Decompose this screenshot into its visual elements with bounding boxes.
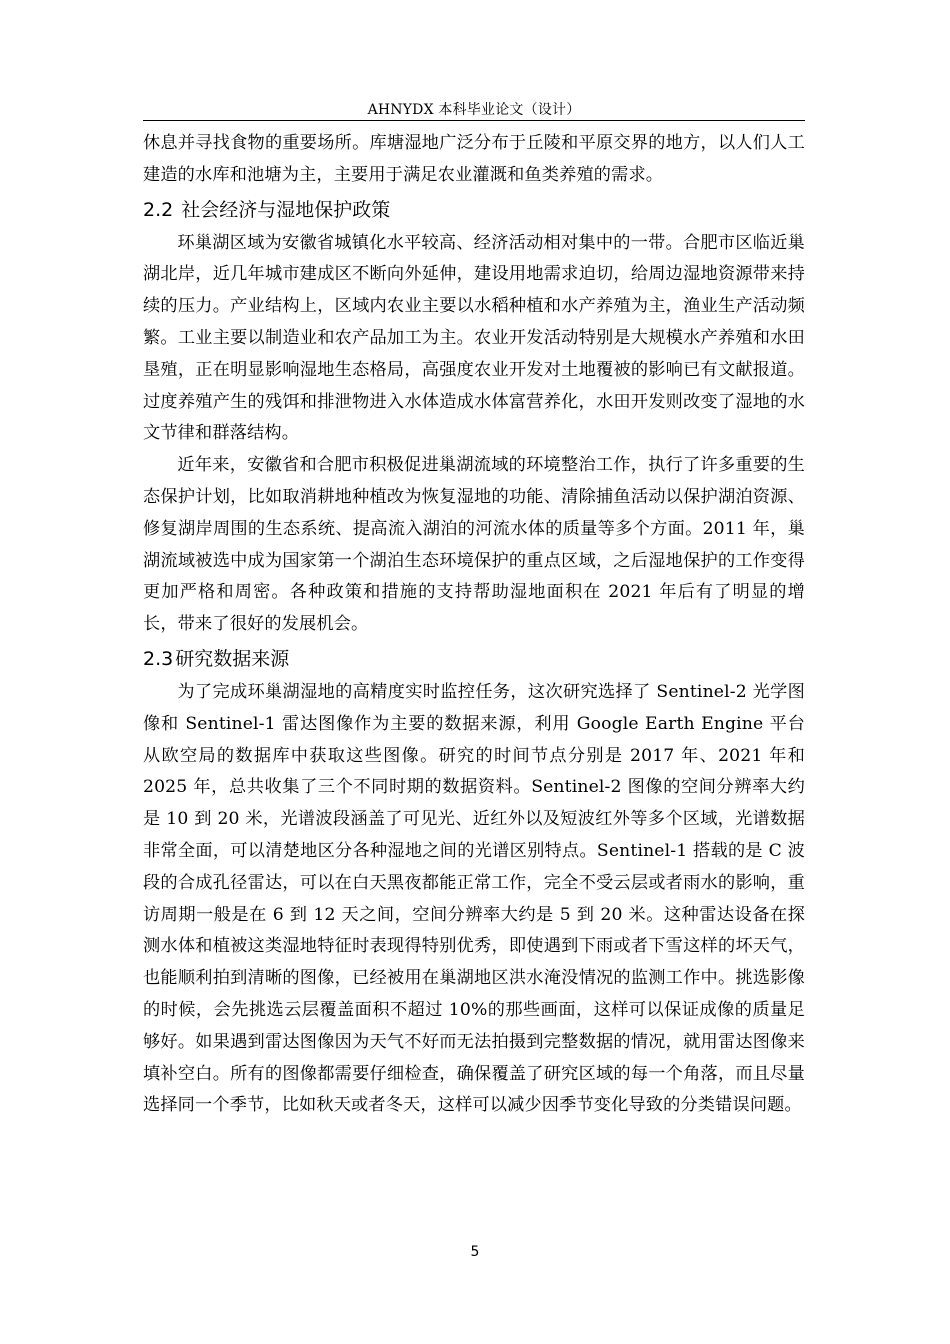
page-body [143, 128, 805, 1122]
paragraph-data-sources: 为了完成环巢湖湿地的高精度实时监控任务，这次研究选择了 Sentinel-2 光学图像和 Sentinel-1 雷达图像作为主要的数据来源，利用 Google Earth Engine 平台从欧空局的数据库中获取这些图像。研究的时间节点分别是 2017 年、2021 年和 2025 年，总共收集了三个不同时期的数据资料。Sentinel-2 图像的空间分辨率大约是 10 到 20 米，光谱波段涵盖了可见光、近红外以及短波红外等多个区域，光谱数据非常全面，可以清楚地区分各种湿地之间的光谱区别特点。Sentinel-1 搭载的是 C 波段的合成孔径雷达，可以在白天黑夜都能正常工作，完全不受云层或者雨水的影响，重访周期一般是在 6 到 12 天之间，空间分辨率大约是 5 到 20 米。这种雷达设备在探测水体和植被这类湿地特征时表现得特别优秀，即使遇到下雨或者下雪这样的坏天气，也能顺利拍到清晰的图像，已经被用在巢湖地区洪水淹没情况的监测工作中。挑选影像的时候，会先挑选云层覆盖面积不超过 10%的那些画面，这样可以保证成像的质量足够好。如果遇到雷达图像因为天气不好而无法拍摄到完整数据的情况，就用雷达图像来填补空白。所有的图像都需要仔细检查，确保覆盖了研究区域的每一个角落，而且尽量选择同一个季节，比如秋天或者冬天，这样可以减少因季节变化导致的分类错误问题。 [143, 681, 805, 1116]
section-number: 2.3 [143, 647, 174, 670]
thesis-header-title: AHNYDX 本科毕业论文（设计） [367, 102, 581, 118]
paragraph-socioeconomic: 环巢湖区域为安徽省城镇化水平较高、经济活动相对集中的一带。合肥市区临近巢湖北岸，近几年城市建成区不断向外延伸，建设用地需求迫切，给周边湿地资源带来持续的压力。产业结构上，区域内农业主要以水稻种植和水产养殖为主，渔业生产活动频繁。工业主要以制造业和农产品加工为主。农业开发活动特别是大规模水产养殖和水田垦殖，正在明显影响湿地生态格局，高强度农业开发对土地覆被的影响已有文献报道。过度养殖产生的残饵和排泄物进入水体造成水体富营养化，水田开发则改变了湿地的水文节律和群落结构。 [143, 232, 805, 444]
section-heading-2-3 [143, 641, 805, 677]
paragraph-protection-policy: 近年来，安徽省和合肥市积极促进巢湖流域的环境整治工作，执行了许多重要的生态保护计划，比如取消耕地种植改为恢复湿地的功能、清除捕鱼活动以保护湖泊资源、修复湖岸周围的生态系统、提高流入湖泊的河流水体的质量等多个方面。2011 年，巢湖流域被选中成为国家第一个湖泊生态环境保护的重点区域，之后湿地保护的工作变得更加严格和周密。各种政策和措施的支持帮助湿地面积在 2021 年后有了明显的增长，带来了很好的发展机会。 [143, 455, 805, 635]
section-heading-2-2 [143, 192, 805, 228]
section-number: 2.2 [143, 198, 174, 221]
section-title: 研究数据来源 [175, 647, 290, 670]
page-number: 5 [470, 1244, 480, 1260]
page-header [143, 100, 805, 121]
paragraph-continuation: 休息并寻找食物的重要场所。库塘湿地广泛分布于丘陵和平原交界的地方，以人们人工建造的水库和池塘为主，主要用于满足农业灌溉和鱼类养殖的需求。 [143, 133, 805, 185]
section-title: 社会经济与湿地保护政策 [181, 198, 391, 221]
